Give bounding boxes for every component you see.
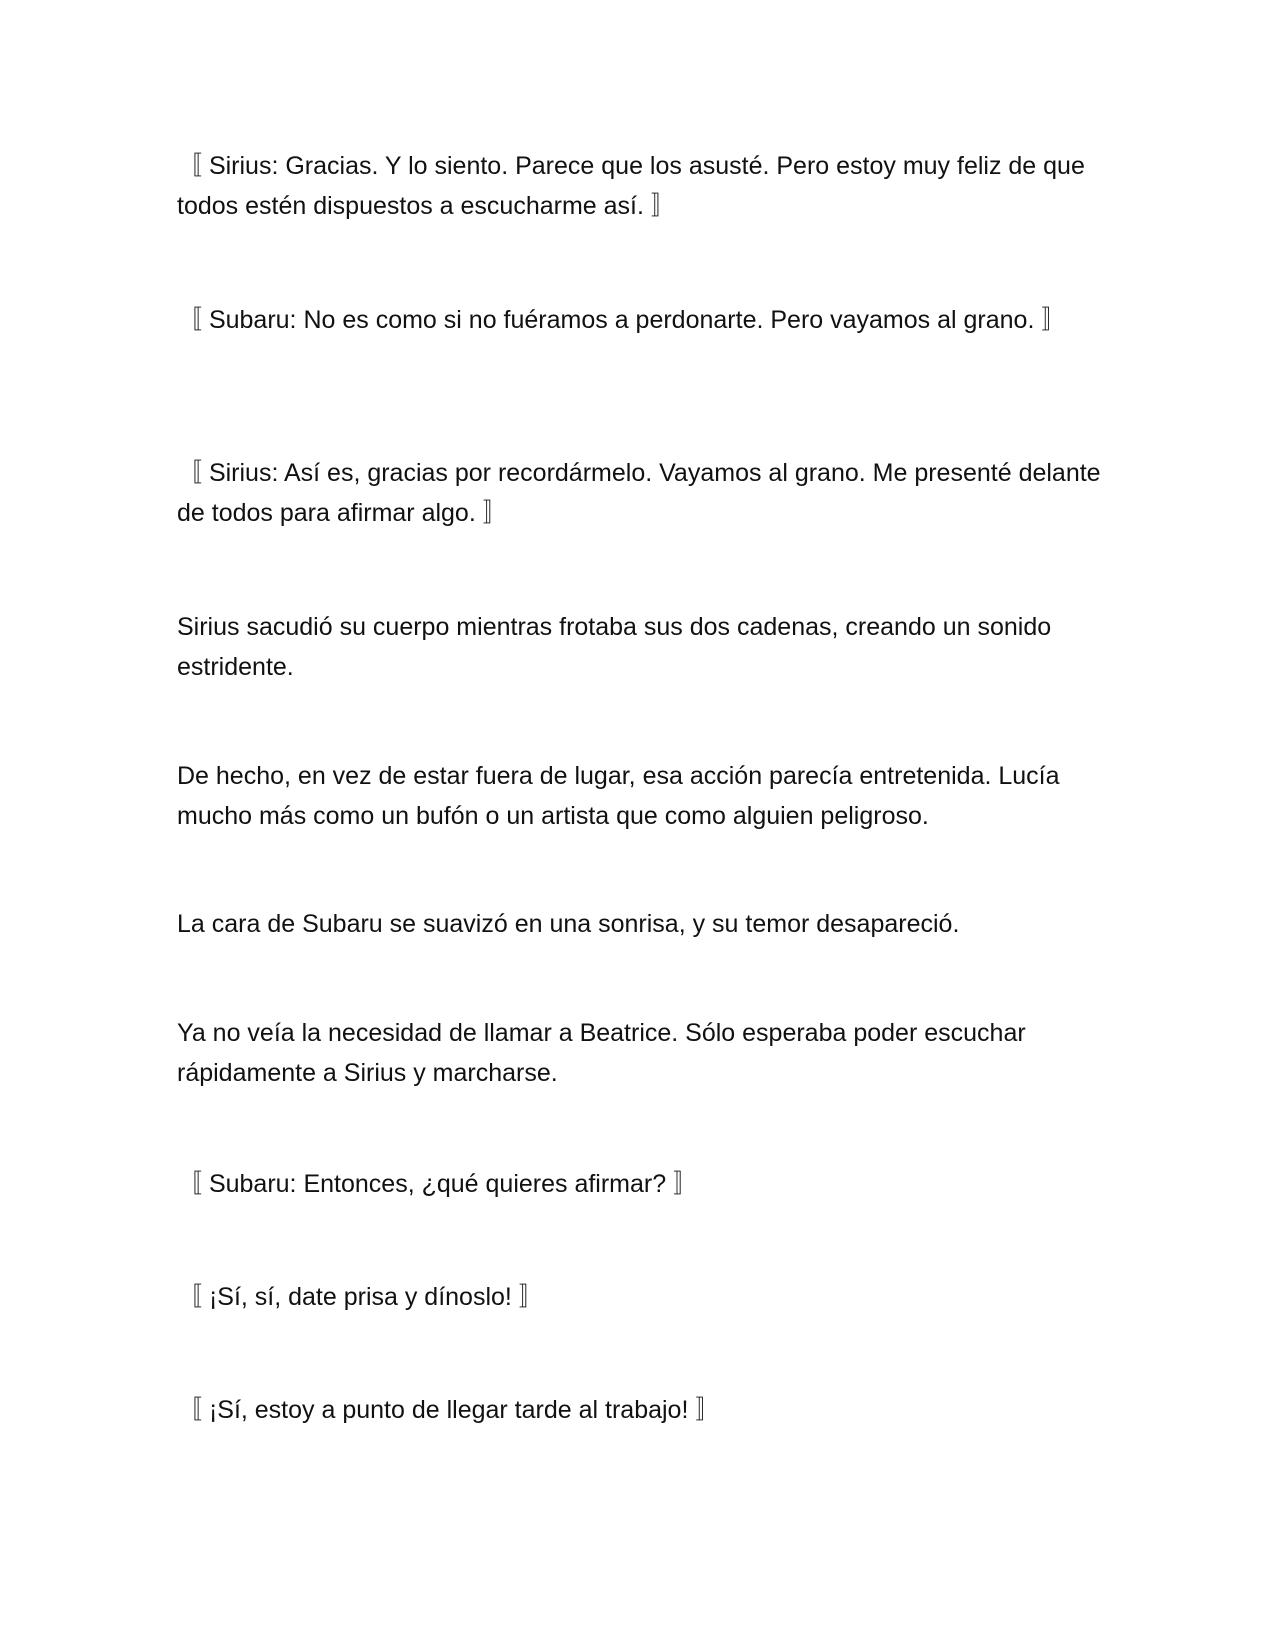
paragraph-chains-sound: Sirius sacudió su cuerpo mientras frotaba sus dos cadenas, creando un sonido estridente. <box>177 613 1052 681</box>
paragraph-subaru-question: 〚 Subaru: Entonces, ¿qué quieres afirmar? 〛 <box>177 1170 699 1198</box>
paragraph-subaru-forgive: 〚 Subaru: No es como si no fuéramos a perdonarte. Pero vayamos al grano. 〛 <box>177 306 1067 334</box>
paragraph-beatrice: Ya no veía la necesidad de llamar a Beatrice. Sólo esperaba poder escuchar rápidamente a Sirius y marcharse. <box>177 1019 1026 1087</box>
paragraph-jester: De hecho, en vez de estar fuera de lugar, esa acción parecía entretenida. Lucía mucho más como un bufón o un artista que como alguien peligroso. <box>177 762 1060 830</box>
paragraph-hurry: 〚 ¡Sí, sí, date prisa y dínoslo! 〛 <box>177 1283 544 1311</box>
paragraph-late-work: 〚 ¡Sí, estoy a punto de llegar tarde al trabajo! 〛 <box>177 1396 721 1424</box>
paragraph-sirius-thanks: 〚 Sirius: Gracias. Y lo siento. Parece que los asusté. Pero estoy muy feliz de que todos estén dispuestos a escucharme así. 〛 <box>177 152 1085 220</box>
paragraph-sirius-affirm: 〚 Sirius: Así es, gracias por recordármelo. Vayamos al grano. Me presenté delante de todos para afirmar algo. 〛 <box>177 459 1101 527</box>
paragraph-subaru-smile: La cara de Subaru se suavizó en una sonrisa, y su temor desapareció. <box>177 910 960 938</box>
